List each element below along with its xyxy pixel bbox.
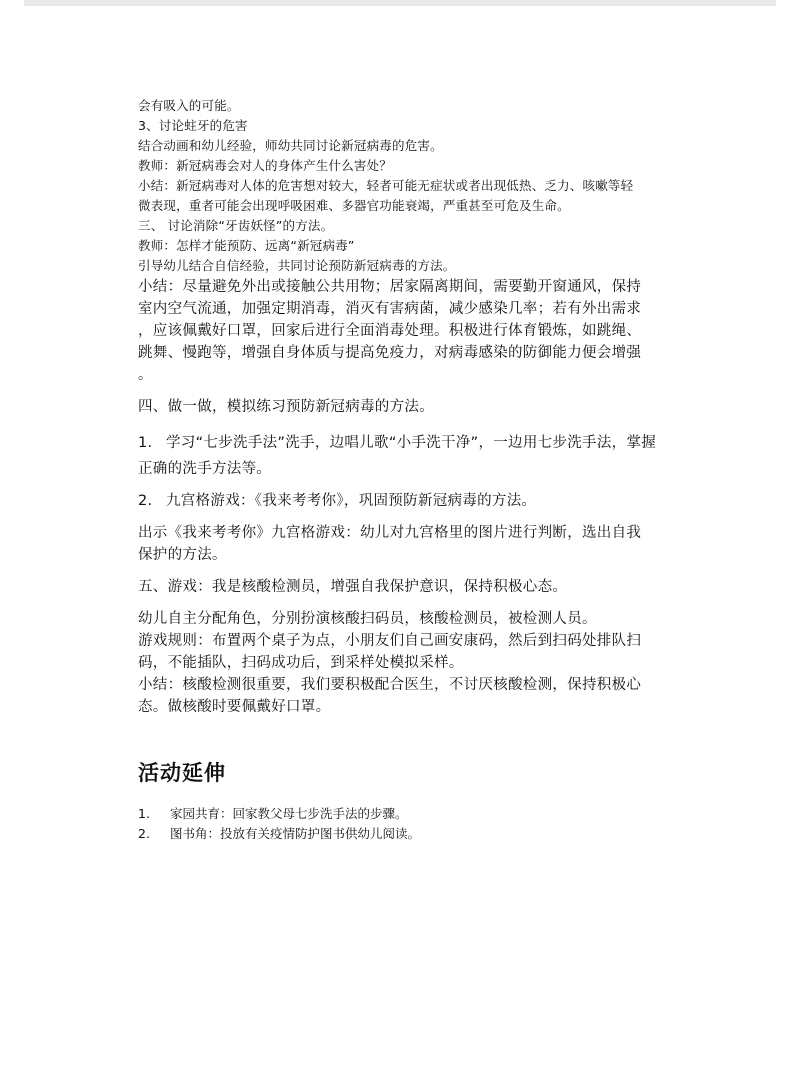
extension-heading: 活动延伸: [138, 761, 226, 785]
text-line: 幼儿自主分配角色，分别扮演核酸扫码员，核酸检测员，被检测人员。: [138, 611, 597, 627]
text-line: 教师：怎样才能预防、远离“新冠病毒”: [138, 238, 355, 253]
list-number: 2.: [138, 493, 153, 509]
list-item: [138, 824, 668, 844]
text-line: 小结：尽量避免外出或接触公共用物；居家隔离期间，需要勤开窗通风，保持: [138, 279, 642, 295]
list-number: 2.: [138, 826, 150, 841]
text-line: 跳舞、慢跑等，增强自身体质与提高免疫力，对病毒感染的防御能力便会增强: [138, 345, 642, 361]
text-line: 会有吸入的可能。: [138, 98, 240, 113]
text-line: 游戏规则：布置两个桌子为点，小朋友们自己画安康码，然后到扫码处排队扫: [138, 633, 642, 649]
text-line: 3、讨论蛀牙的危害: [138, 118, 248, 133]
text-line: 结合动画和幼儿经验，师幼共同讨论新冠病毒的危害。: [138, 138, 443, 153]
text-line: 教师：新冠病毒会对人的身体产生什么害处？: [138, 158, 393, 173]
extension-list: [138, 804, 668, 844]
text-line: 小结：核酸检测很重要，我们要积极配合医生，不讨厌核酸检测，保持积极心: [138, 677, 642, 693]
list-text: 正确的洗手方法等。: [138, 461, 272, 477]
document-page: [138, 96, 668, 844]
text-line: 室内空气流通，加强定期消毒，消灭有害病菌，减少感染几率；若有外出需求: [138, 301, 642, 317]
text-line: 保护的方法。: [138, 547, 227, 563]
top-bar: [24, 0, 776, 6]
text-line: 。: [138, 367, 153, 383]
list-text: 图书角：投放有关疫情防护图书供幼儿阅读。: [170, 826, 421, 841]
list-text: 九宫格游戏：《我来考考你》，巩固预防新冠病毒的方法。: [166, 493, 537, 509]
block-5: [138, 608, 668, 718]
text-line: 微表现，重者可能会出现呼吸困难、多器官功能衰竭，严重甚至可危及生命。: [138, 198, 570, 213]
section-4-title: 四、做一做，模拟练习预防新冠病毒的方法。: [138, 399, 434, 415]
text-line: 小结：新冠病毒对人体的危害想对较大，轻者可能无症状或者出现低热、乏力、咳嗽等轻: [138, 178, 634, 193]
list-item-2: [138, 490, 668, 512]
list-text: 学习“七步洗手法”洗手，边唱儿歌“小手洗干净”，一边用七步洗手法，掌握: [166, 435, 657, 451]
list-text: 家园共育：回家教父母七步洗手法的步骤。: [170, 806, 408, 821]
block-1: [138, 96, 668, 276]
list-item-1: [138, 432, 668, 480]
summary-paragraph: [138, 276, 668, 386]
list-number: 1.: [138, 806, 150, 821]
text-line: 引导幼儿结合自信经验，共同讨论预防新冠病毒的方法。: [138, 258, 456, 273]
text-line: 出示《我来考考你》九宫格游戏：幼儿对九宫格里的图片进行判断，选出自我: [138, 525, 642, 541]
section-5-title: 五、游戏：我是核酸检测员，增强自我保护意识，保持积极心态。: [138, 579, 568, 595]
text-line: 态。做核酸时要佩戴好口罩。: [138, 699, 331, 715]
list-number: 1.: [138, 435, 153, 451]
text-line: 三、 讨论消除“牙齿妖怪”的方法。: [138, 218, 334, 233]
text-line: ，应该佩戴好口罩，回家后进行全面消毒处理。积极进行体育锻炼，如跳绳、: [138, 323, 642, 339]
text-line: 码，不能插队，扫码成功后，到采样处模拟采样。: [138, 655, 464, 671]
game-paragraph: [138, 522, 668, 566]
list-item: [138, 804, 668, 824]
